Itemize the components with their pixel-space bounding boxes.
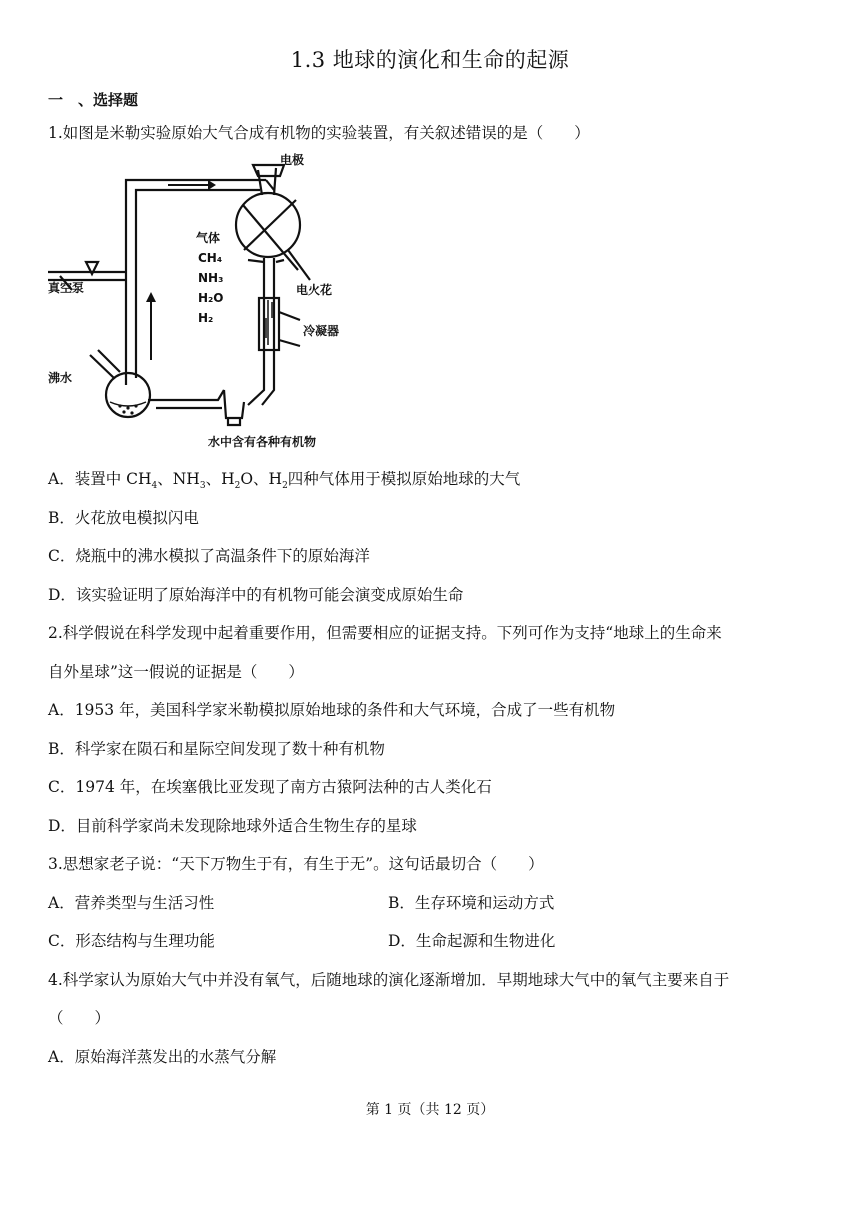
- q1-option-c: C．烧瓶中的沸水模拟了高温条件下的原始海洋: [48, 547, 370, 565]
- trap: [224, 390, 244, 418]
- question-1-stem: 1.如图是米勒实验原始大气合成有机物的实验装置，有关叙述错误的是（ ）: [48, 124, 590, 142]
- q2-option-d: D．目前科学家尚未发现除地球外适合生物生存的星球: [48, 817, 417, 835]
- section-heading: 一 、选择题: [48, 91, 139, 109]
- q3-option-c: C．形态结构与生理功能: [48, 932, 215, 950]
- vacuum-line: [48, 272, 126, 280]
- page-footer: 第 1 页（共 12 页）: [365, 1102, 495, 1118]
- label-vacuum-pump: 真空泵: [48, 281, 85, 295]
- q2-option-b: B．科学家在陨石和星际空间发现了数十种有机物: [48, 740, 385, 758]
- q2-option-a: A．1953 年，美国科学家米勒模拟原始地球的条件和大气环境，合成了一些有机物: [48, 701, 616, 719]
- label-organics: 水中含有各种有机物: [208, 435, 317, 449]
- question-2-stem-line-2: 自外星球”这一假说的证据是（ ）: [48, 663, 304, 681]
- q4-option-a: A．原始海洋蒸发出的水蒸气分解: [48, 1048, 277, 1066]
- q1-option-a: A．装置中 $CH_4$、$NH_3$、$H_2O$、$H_2$四种气体用于模拟原始地球的大气: [48, 470, 521, 492]
- boiling-flask: [106, 373, 150, 417]
- miller-experiment-figure: [48, 150, 368, 450]
- label-ch4: CH₄: [198, 251, 223, 265]
- question-2-stem-line-1: 2.科学假说在科学发现中起着重要作用，但需要相应的证据支持。下列可作为支持“地球上的生命来: [48, 624, 722, 642]
- label-condenser: 冷凝器: [303, 324, 340, 338]
- q1-option-d: D．该实验证明了原始海洋中的有机物可能会演变成原始生命: [48, 586, 464, 604]
- q1-option-b: B．火花放电模拟闪电: [48, 509, 199, 527]
- question-4-stem-line-2: （ ）: [48, 1009, 111, 1027]
- label-h2: H₂: [198, 311, 214, 325]
- left-tube: [126, 180, 266, 385]
- q3-option-b: B．生存环境和运动方式: [388, 894, 555, 912]
- condenser-tube-left: [248, 258, 264, 405]
- bottom-tube: [148, 390, 224, 408]
- question-4-stem-line-1: 4.科学家认为原始大气中并没有氧气，后随地球的演化逐渐增加．早期地球大气中的氧气主要来自于: [48, 971, 730, 989]
- label-electrode: 电极: [280, 153, 305, 167]
- q3-option-d: D．生命起源和生物进化: [388, 932, 556, 950]
- label-gas: 气体: [196, 231, 221, 245]
- label-h2o: H₂O: [198, 291, 224, 305]
- q3-option-a: A．营养类型与生活习性: [48, 894, 215, 912]
- label-boiling-water: 沸水: [48, 371, 73, 385]
- label-nh3: NH₃: [198, 271, 224, 285]
- page-title: 1.3 地球的演化和生命的起源: [290, 48, 570, 72]
- label-spark: 电火花: [296, 283, 333, 297]
- apparatus-diagram: [48, 150, 368, 450]
- condenser-jacket: [259, 298, 279, 350]
- question-3-stem: 3.思想家老子说：“天下万物生于有，有生于无”。这句话最切合（ ）: [48, 855, 544, 873]
- q2-option-c: C．1974 年，在埃塞俄比亚发现了南方古猿阿法种的古人类化石: [48, 778, 492, 796]
